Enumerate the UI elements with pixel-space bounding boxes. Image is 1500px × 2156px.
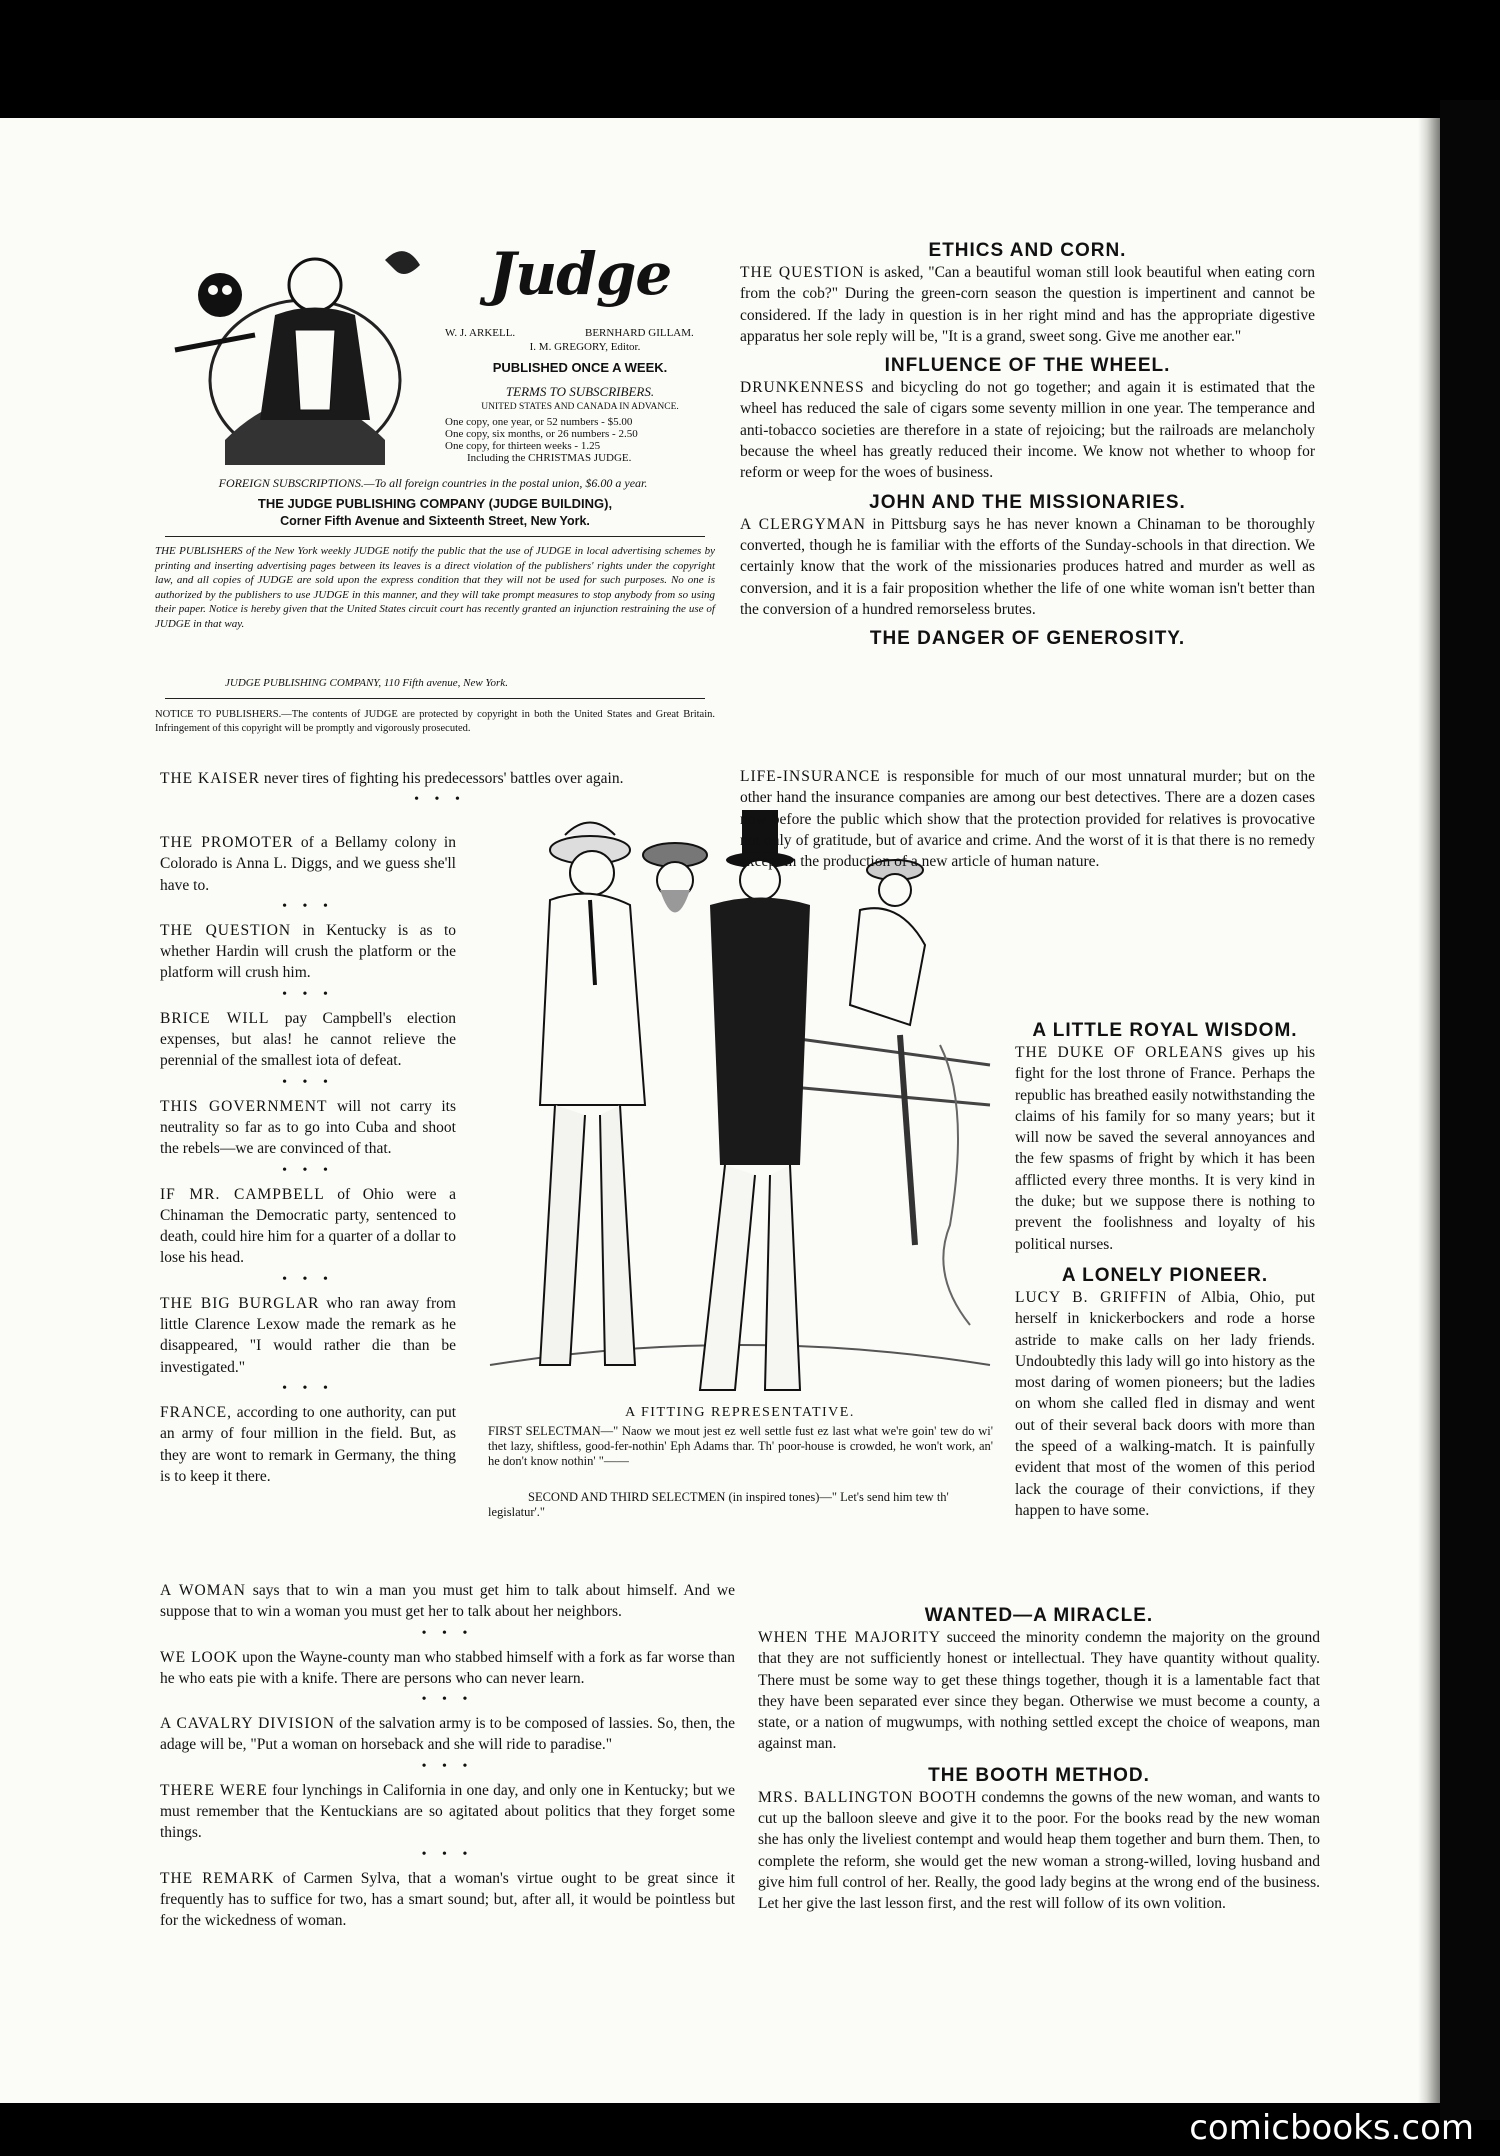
lead-text: THIS GOVERNMENT bbox=[160, 1097, 328, 1115]
section-divider: • • • bbox=[421, 1758, 474, 1774]
body-text: will not carry its neutrality so far as to go into Cuba and shoot the rebels—we are convinced of that. bbox=[160, 1097, 456, 1158]
article-heading: ETHICS AND CORN. bbox=[928, 240, 1127, 261]
lead-text: LIFE-INSURANCE bbox=[740, 768, 881, 785]
section-divider: • • • bbox=[421, 1692, 474, 1708]
section-divider: • • • bbox=[282, 1380, 334, 1396]
body-text: condemns the gowns of the new woman, and wants to cut up the balloon sleeve and give it to the poor. For the books read by the new woman she has only the liveliest contempt and would heap them together and burn them. Then, to complete the reform, she would get the new woman a strong-willed, loving husband and give him full control of her. Really, the good lady begins at the wrong end of the business. Let her give the last lesson first, and the rest will follow of its own volition. bbox=[758, 1788, 1320, 1913]
publishers-notice: THE PUBLISHERS of the New York weekly JUDGE notify the public that the use of JUDGE in local advertising schemes by printing and inserting advertising pages between its leaves is a direct violation of the publishers' rights under the copyright law, and all copies of JUDGE are sold upon the express condition that they will not be used for such purposes. No one is authorized by the publishers to use JUDGE in this manner, and they will take prompt measures to stop anybody from so using their paper. Notice is hereby given that the United States circuit court has recently granted an injunction restraining the use of JUDGE in that way. bbox=[155, 545, 715, 630]
lead-text: THERE WERE bbox=[160, 1781, 268, 1799]
left-narrow-column bbox=[160, 832, 456, 1487]
staff-left: W. J. ARKELL. bbox=[445, 327, 516, 339]
paragraph-wayne bbox=[160, 1647, 735, 1690]
judge-mascot-illustration bbox=[155, 240, 445, 470]
section-divider: • • • bbox=[414, 792, 466, 808]
terms-row: One copy, for thirteen weeks - 1.25 bbox=[445, 440, 601, 452]
lead-text: BRICE WILL bbox=[160, 1009, 270, 1027]
right-column bbox=[740, 240, 1315, 650]
lead-text: A WOMAN bbox=[160, 1582, 246, 1599]
body-text: in Pittsburg says he has never known a Chinaman to be thoroughly converted, though he is familiar with the efforts of the Sunday-schools in that direction. We certainly know that the work of the missionaries produces hatred and murder as well as conversion, and it is a fair proposition whether the life of one white woman isn't better than the conversion of a hundred remorseless brutes. bbox=[740, 515, 1315, 618]
body-text: upon the Wayne-county man who stabbed himself with a fork as far worse than he who eats pie with a knife. There are persons who can never learn. bbox=[160, 1648, 735, 1687]
terms-list bbox=[445, 416, 705, 464]
body-text: and bicycling do not go together; and again it is estimated that the wheel has reduced the sale of cigars some seventy million in one year. The temperance and anti-tobacco societies are therefore in a state of rejoicing; but the railroads are melancholy because the wheel has greatly reduced their income. We know not whether to whoop for reform or weep for the woes of business. bbox=[740, 379, 1315, 482]
article-body bbox=[740, 262, 1315, 347]
paragraph-government bbox=[160, 1096, 456, 1160]
paragraph-brice bbox=[160, 1008, 456, 1072]
lead-text: WE LOOK bbox=[160, 1648, 239, 1666]
terms-row: One copy, one year, or 52 numbers - $5.00 bbox=[445, 416, 633, 428]
paragraph-cavalry bbox=[160, 1713, 735, 1756]
body-text: of a Bellamy colony in Colorado is Anna L. Diggs, and we guess she'll have to. bbox=[160, 834, 456, 894]
article-body bbox=[758, 1787, 1320, 1915]
publisher-address: Corner Fifth Avenue and Sixteenth Street, New York. bbox=[280, 514, 590, 528]
publishers-signature: JUDGE PUBLISHING COMPANY, 110 Fifth avenue, New York. bbox=[225, 677, 508, 689]
paragraph-kentucky bbox=[160, 920, 456, 984]
article-body bbox=[740, 377, 1315, 483]
article-body bbox=[740, 514, 1315, 620]
masthead bbox=[155, 240, 715, 750]
lead-text: LUCY B. GRIFFIN bbox=[1015, 1288, 1168, 1306]
foreign-subscriptions: FOREIGN SUBSCRIPTIONS.—To all foreign countries in the postal union, $6.00 a year. bbox=[218, 476, 648, 490]
site-watermark: comicbooks.com bbox=[1189, 2108, 1474, 2148]
body-text: of Ohio were a Chinaman the Democratic party, sentenced to death, could hire him for a quarter of a dollar to lose his head. bbox=[160, 1185, 456, 1267]
selectmen-drawing bbox=[470, 805, 1010, 1405]
terms-heading: TERMS TO SUBSCRIBERS. bbox=[505, 384, 655, 399]
editor-line: I. M. GREGORY, Editor. bbox=[529, 341, 641, 353]
article-heading: JOHN AND THE MISSIONARIES. bbox=[869, 491, 1186, 513]
body-text: pay Campbell's election expenses, but alas! he cannot relieve the perennial of the smallest iota of defeat. bbox=[160, 1009, 456, 1070]
lead-text: A CAVALRY DIVISION bbox=[160, 1715, 335, 1733]
article-heading: INFLUENCE OF THE WHEEL. bbox=[884, 355, 1171, 377]
article-heading: THE DANGER OF GENEROSITY. bbox=[869, 628, 1186, 650]
masthead-divider bbox=[165, 536, 705, 537]
cartoon-illustration bbox=[470, 805, 1010, 1405]
terms-price: 2.50 bbox=[618, 428, 638, 440]
terms-label: One copy, for thirteen weeks bbox=[445, 440, 572, 452]
lead-text: THE REMARK bbox=[160, 1869, 275, 1887]
terms-price: $5.00 bbox=[607, 416, 633, 428]
terms-note: Including the CHRISTMAS JUDGE. bbox=[467, 452, 632, 464]
article-body bbox=[758, 1627, 1320, 1755]
body-text: according to one authority, can put an army of four million in the field. But, as they are wont to remark in Germany, the thing is to keep it there. bbox=[160, 1403, 456, 1485]
lead-text: DRUNKENNESS bbox=[740, 379, 865, 397]
terms-price: 1.25 bbox=[580, 440, 601, 452]
publication-frequency: PUBLISHED ONCE A WEEK. bbox=[492, 360, 668, 375]
body-text: in Kentucky is as to whether Hardin will crush the platform or the platform will crush him. bbox=[160, 921, 457, 982]
body-text: of Carmen Sylva, that a woman's virtue ought to be great since it frequently has to suffice for two, has a smart sound; but, after all, it would be pointless but for the wickedness of woman. bbox=[160, 1869, 735, 1930]
section-divider: • • • bbox=[282, 898, 334, 914]
body-text: who ran away from little Clarence Lexow made the remark as he disappeared, "I would rather die than be investigated." bbox=[160, 1294, 456, 1376]
paragraph-lynchings bbox=[160, 1780, 735, 1844]
article-heading: WANTED—A MIRACLE. bbox=[924, 1605, 1154, 1626]
lead-text: THE PROMOTER bbox=[160, 834, 294, 851]
body-text: of the salvation army is to be composed of lassies. So, then, the adage will be, "Put a woman on horseback and she will ride to paradise." bbox=[160, 1715, 735, 1754]
paragraph-woman bbox=[160, 1580, 735, 1623]
scan-border bbox=[1440, 100, 1500, 2120]
terms-row: One copy, six months, or 26 numbers - 2.50 bbox=[445, 428, 638, 440]
body-text: is asked, "Can a beautiful woman still look beautiful when eating corn from the cob?" During the green-corn season the question is impertinent and cannot be considered. If the lady in question is in her right mind and has the appropriate digestive apparatus her sole reply will be, "It is a grand, sweet song. Give me another ear." bbox=[740, 264, 1315, 345]
body-text: gives up his fight for the lost throne of France. Perhaps the republic has breathed easily notwithstanding the claims of his family for so many years; but it will now be saved the several annoyances and the few spasms of fright by which it has been afflicted every three months. It is very kind in the duke; but we suppose there is nothing to prevent the foolishness and loyalty of his political nurses. bbox=[1015, 1044, 1315, 1253]
paragraph-france bbox=[160, 1402, 456, 1487]
paragraph-burglar bbox=[160, 1293, 456, 1378]
lead-text: THE DUKE OF ORLEANS bbox=[1015, 1044, 1224, 1061]
copyright-notice: NOTICE TO PUBLISHERS.—The contents of JUDGE are protected by copyright in both the United States and Great Britain. Infringement of this copyright will be promptly and vigorously prosecuted. bbox=[155, 709, 715, 734]
paragraph-promoter bbox=[160, 832, 456, 896]
section-divider: • • • bbox=[421, 1625, 474, 1641]
section-divider: • • • bbox=[282, 1271, 334, 1287]
lead-text: THE KAISER bbox=[160, 770, 260, 787]
body-text: succeed the minority condemn the majority on the ground that they are not sufficiently honest or intellectual. They have quantity without quality. There must be some way to get these things together, though it is a lamentable fact that they have been separated ever since they began. Otherwise we must become a county, a state, or a nation of mugwumps, with nothing settled except the choice of weapons, man against man. bbox=[758, 1629, 1320, 1753]
lead-text: WHEN THE MAJORITY bbox=[758, 1629, 942, 1646]
body-text: is responsible for much of our most unnatural murder; but on the other hand the insurance companies are among our best detectives. There are a dozen cases now before the public which show that the protection provided for relatives is provocative not only of gratitude, but of avarice and crime. And the worst of it is that there is no remedy except in the production of a new article of human nature. bbox=[740, 768, 1315, 871]
illustration-caption-1: FIRST SELECTMAN—" Naow we mout jest ez well settle fust ez last what we're goin' tew do wi' thet lazy, shiftless, good-fer-nothin' Eph Adams thar. Th' poor-house is crowded, he won't work, an' he don't know nothin' "—— bbox=[488, 1424, 993, 1468]
lead-text: THE QUESTION bbox=[740, 264, 865, 281]
article-heading: A LITTLE ROYAL WISDOM. bbox=[1032, 1020, 1298, 1041]
article-heading: THE BOOTH METHOD. bbox=[928, 1764, 1150, 1786]
body-text: of Albia, Ohio, put herself in knickerbockers and rode a horse astride to make calls on her lady friends. Undoubtedly this lady will go into history as the most daring of women pioneers; but the ladies on whom she called fled in dismay and went out of their several back doors with more than the speed of a walking-match. It is painfully evident that most of the women of this period lack the courage of their convictions, if they happen to have some. bbox=[1015, 1288, 1315, 1519]
lead-text: A CLERGYMAN bbox=[740, 515, 866, 533]
lead-text: THE BIG BURGLAR bbox=[160, 1294, 320, 1312]
lead-text: THE QUESTION bbox=[160, 921, 292, 939]
lower-left-column bbox=[160, 1580, 735, 1932]
article-body bbox=[1015, 1042, 1315, 1255]
staff-right: BERNHARD GILLAM. bbox=[585, 327, 694, 339]
generosity-article bbox=[740, 766, 1315, 872]
terms-region: UNITED STATES AND CANADA IN ADVANCE. bbox=[481, 402, 679, 412]
body-text: never tires of fighting his predecessors' battles over again. bbox=[259, 770, 624, 787]
lead-text: IF MR. CAMPBELL bbox=[160, 1185, 325, 1203]
lead-text: FRANCE, bbox=[160, 1403, 233, 1421]
illustration-caption-2: SECOND AND THIRD SELECTMEN (in inspired tones)—" Let's send him tew th' legislatur'." bbox=[488, 1490, 949, 1519]
section-divider: • • • bbox=[282, 1074, 334, 1090]
terms-label: One copy, six months, or 26 numbers bbox=[445, 428, 610, 440]
page-spine bbox=[1418, 118, 1440, 2103]
publisher-company: THE JUDGE PUBLISHING COMPANY (JUDGE BUILDING), bbox=[257, 496, 613, 511]
article-heading: A LONELY PIONEER. bbox=[1061, 1264, 1269, 1286]
terms-label: One copy, one year, or 52 numbers bbox=[445, 416, 599, 428]
masthead-title: Judge bbox=[488, 240, 672, 308]
section-divider: • • • bbox=[421, 1846, 474, 1862]
lead-text: MRS. BALLINGTON BOOTH bbox=[758, 1788, 978, 1806]
paragraph-carmen-sylva bbox=[160, 1868, 735, 1932]
body-text: says that to win a man you must get him to talk about himself. And we suppose that to win a woman you must get her to talk about her neighbors. bbox=[160, 1582, 735, 1621]
paragraph-campbell bbox=[160, 1184, 456, 1269]
article-body bbox=[740, 766, 1315, 872]
body-text: four lynchings in California in one day, and only one in Kentucky; but we must remember that the Kentuckians are so agitated about politics that they forget some things. bbox=[160, 1781, 735, 1842]
article-body bbox=[1015, 1287, 1315, 1521]
paragraph-kaiser bbox=[160, 768, 720, 789]
section-divider: • • • bbox=[282, 1162, 334, 1178]
narrow-right-column bbox=[1015, 1020, 1315, 1521]
notice-divider bbox=[165, 698, 705, 699]
illustration-title: A FITTING REPRESENTATIVE. bbox=[625, 1405, 855, 1420]
lower-right-column bbox=[758, 1605, 1320, 1915]
section-divider: • • • bbox=[282, 986, 334, 1002]
